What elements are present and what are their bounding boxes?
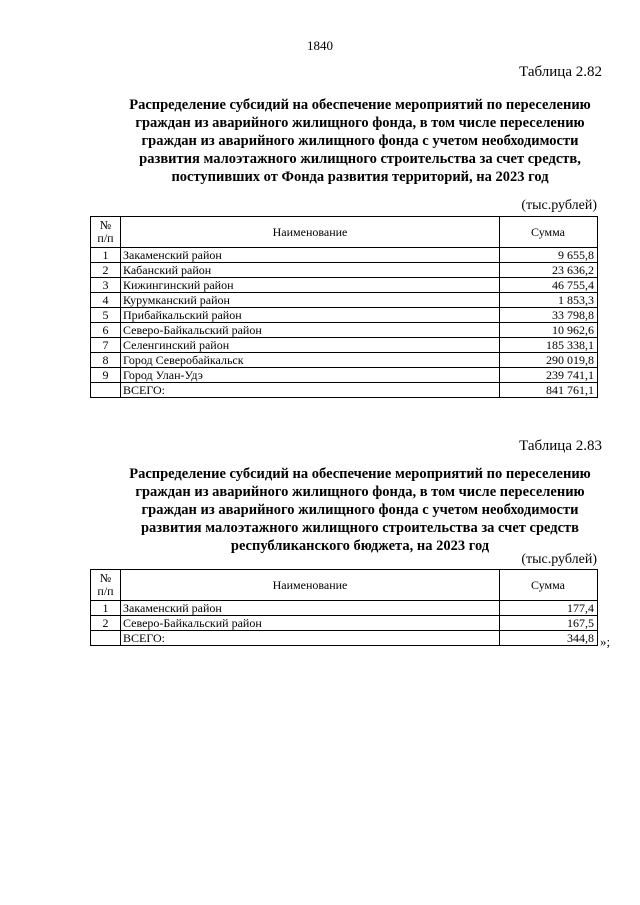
- title-line: Распределение субсидий на обеспечение мероприятий по переселению: [129, 466, 591, 482]
- table-label-2-82: Таблица 2.82: [519, 64, 602, 80]
- title-line: граждан из аварийного жилищного фонда, в том числе переселению: [135, 484, 585, 500]
- row-name: Кабанский район: [121, 263, 500, 278]
- row-sum: 9 655,8: [500, 248, 598, 263]
- row-num: 7: [91, 338, 121, 353]
- row-sum: 10 962,6: [500, 323, 598, 338]
- title-line: развития малоэтажного жилищного строительства за счет средств,: [139, 151, 581, 167]
- row-num: 4: [91, 293, 121, 308]
- row-name: Курумканский район: [121, 293, 500, 308]
- row-name: Город Северобайкальск: [121, 353, 500, 368]
- header-name: Наименование: [121, 217, 500, 248]
- page-number: 1840: [307, 38, 333, 53]
- table-row: [91, 601, 598, 616]
- total-num: [91, 383, 121, 398]
- table-row: [91, 338, 598, 353]
- header-name: Наименование: [121, 570, 500, 601]
- total-label: ВСЕГО:: [121, 631, 500, 646]
- row-num: 9: [91, 368, 121, 383]
- header-num-line1: №: [99, 218, 112, 232]
- title-line: граждан из аварийного жилищного фонда с учетом необходимости: [141, 133, 579, 149]
- title-line: развития малоэтажного жилищного строительства за счет средств: [140, 520, 580, 536]
- title-line: граждан из аварийного жилищного фонда, в том числе переселению: [135, 115, 585, 131]
- row-name: Кижингинский район: [121, 278, 500, 293]
- table-header-row: [91, 217, 598, 248]
- table-row: [91, 293, 598, 308]
- total-row: [91, 631, 598, 646]
- table-label-2-83: Таблица 2.83: [519, 438, 602, 454]
- title-line: граждан из аварийного жилищного фонда с учетом необходимости: [141, 502, 579, 518]
- table-row: [91, 353, 598, 368]
- table-row: [91, 308, 598, 323]
- header-num-line2: п/п: [97, 584, 114, 598]
- header-num-line1: №: [99, 571, 112, 585]
- row-num: 1: [91, 248, 121, 263]
- table-header-row: [91, 570, 598, 601]
- row-num: 1: [91, 601, 121, 616]
- table-title-2-82: [100, 96, 620, 186]
- total-label: ВСЕГО:: [121, 383, 500, 398]
- total-num: [91, 631, 121, 646]
- row-sum: 239 741,1: [500, 368, 598, 383]
- units-label: (тыс.рублей): [521, 552, 597, 567]
- row-sum: 185 338,1: [500, 338, 598, 353]
- table-title-2-83: [100, 465, 620, 555]
- row-num: 3: [91, 278, 121, 293]
- row-sum: 33 798,8: [500, 308, 598, 323]
- closing-quote-mark: »;: [600, 634, 611, 649]
- subsidy-table-2-82: [90, 216, 598, 398]
- row-name: Селенгинский район: [121, 338, 500, 353]
- row-num: 8: [91, 353, 121, 368]
- table-row: [91, 323, 598, 338]
- row-sum: 177,4: [500, 601, 598, 616]
- row-name: Северо-Байкальский район: [121, 323, 500, 338]
- table-row: [91, 368, 598, 383]
- row-name: Закаменский район: [121, 248, 500, 263]
- header-num: [91, 570, 121, 601]
- row-sum: 1 853,3: [500, 293, 598, 308]
- header-num-line2: п/п: [97, 231, 114, 245]
- total-row: [91, 383, 598, 398]
- header-num: [91, 217, 121, 248]
- title-line: поступивших от Фонда развития территорий, на 2023 год: [171, 169, 549, 185]
- row-name: Северо-Байкальский район: [121, 616, 500, 631]
- row-num: 6: [91, 323, 121, 338]
- subsidy-table-2-83: [90, 569, 598, 646]
- total-sum: 344,8: [500, 631, 598, 646]
- header-sum: Сумма: [500, 570, 598, 601]
- row-name: Прибайкальский район: [121, 308, 500, 323]
- row-name: Город Улан-Удэ: [121, 368, 500, 383]
- row-num: 2: [91, 616, 121, 631]
- table-row: [91, 248, 598, 263]
- row-num: 2: [91, 263, 121, 278]
- row-sum: 167,5: [500, 616, 598, 631]
- units-label: (тыс.рублей): [521, 198, 597, 213]
- row-num: 5: [91, 308, 121, 323]
- title-line: республиканского бюджета, на 2023 год: [230, 538, 490, 554]
- title-line: Распределение субсидий на обеспечение мероприятий по переселению: [129, 97, 591, 113]
- row-sum: 23 636,2: [500, 263, 598, 278]
- table-row: [91, 616, 598, 631]
- table-row: [91, 263, 598, 278]
- row-sum: 46 755,4: [500, 278, 598, 293]
- table-row: [91, 278, 598, 293]
- header-sum: Сумма: [500, 217, 598, 248]
- total-sum: 841 761,1: [500, 383, 598, 398]
- row-name: Закаменский район: [121, 601, 500, 616]
- row-sum: 290 019,8: [500, 353, 598, 368]
